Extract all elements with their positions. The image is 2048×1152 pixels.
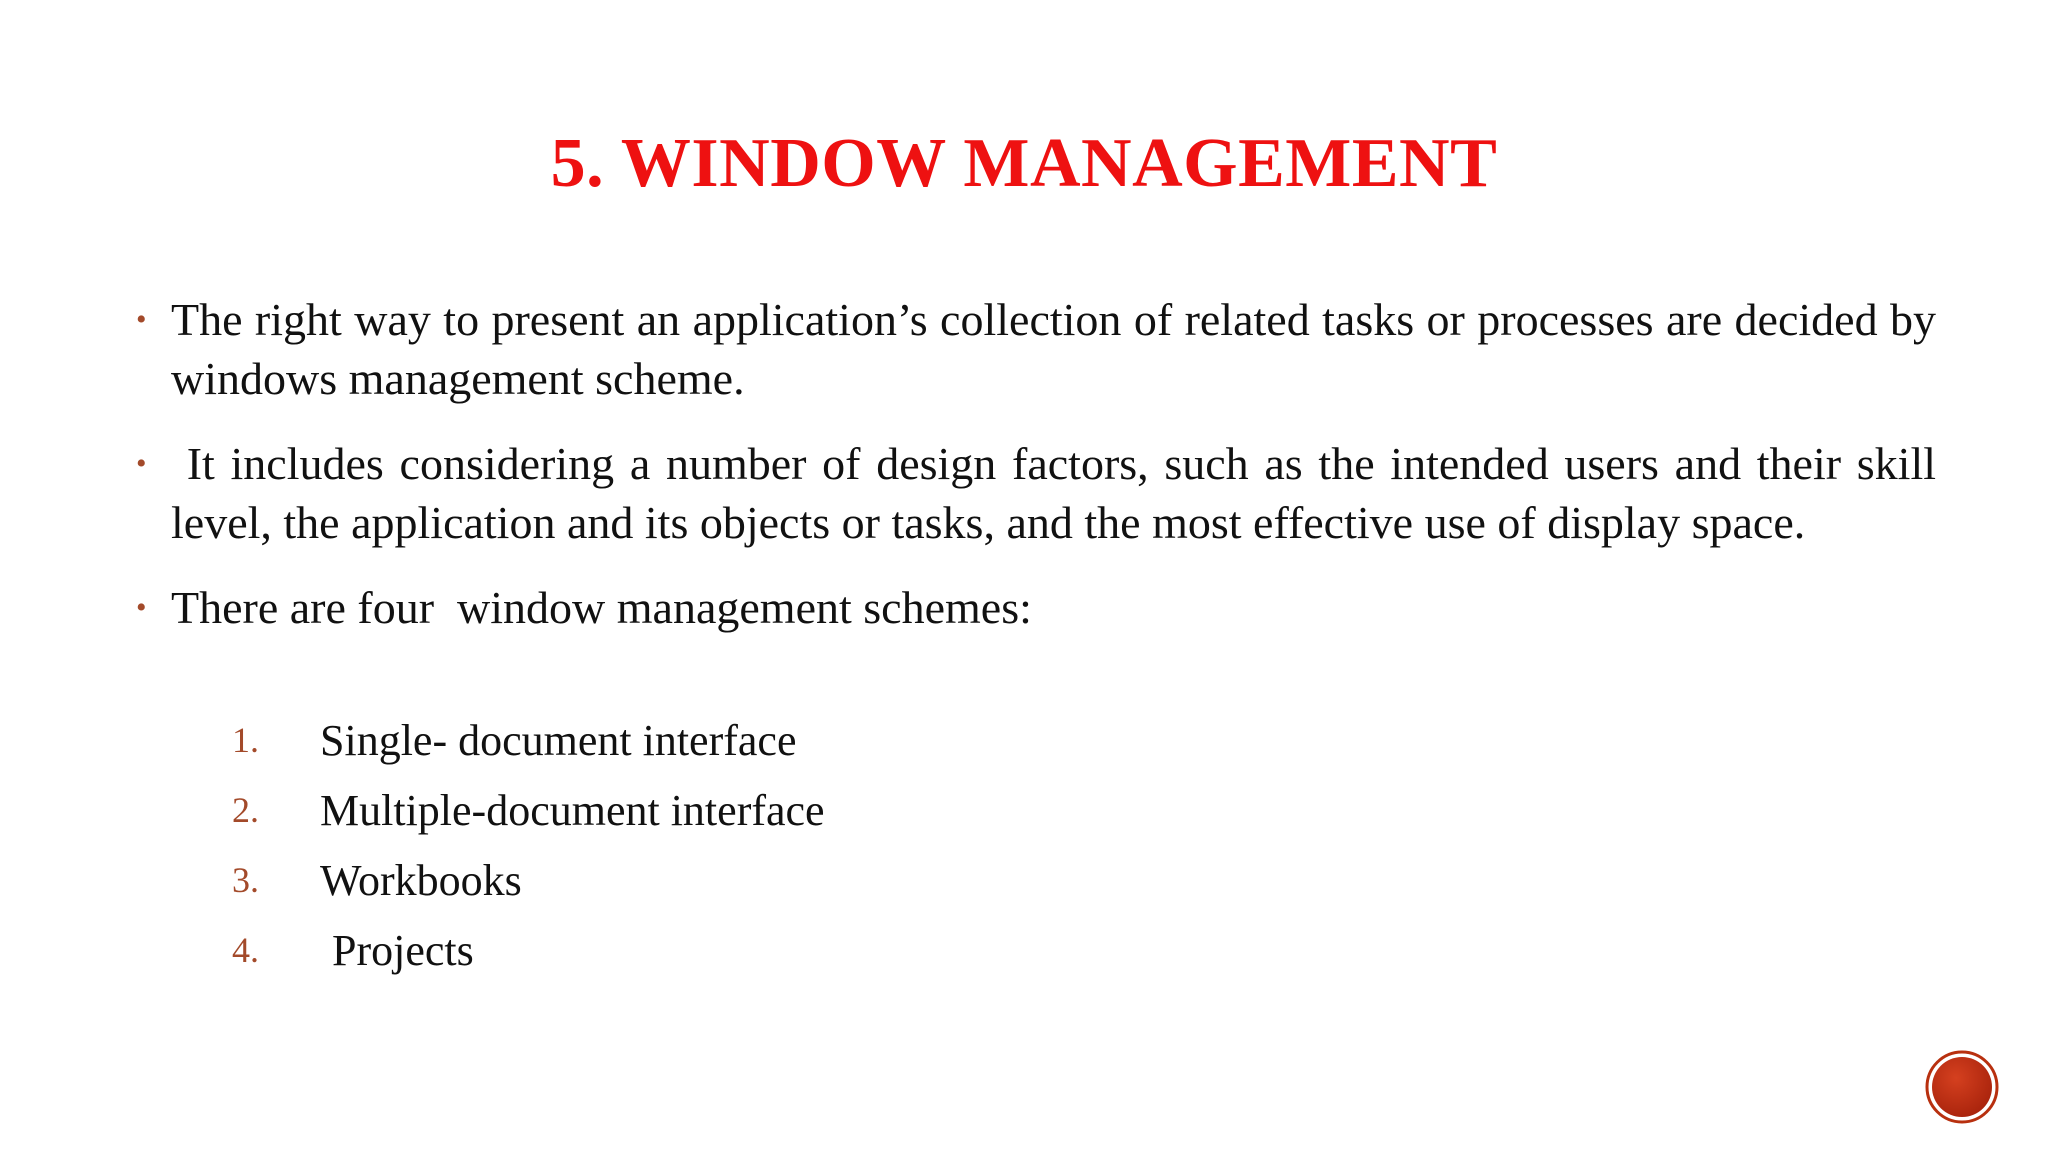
scheme-label: Workbooks [320, 855, 522, 905]
scheme-item [232, 915, 825, 985]
scheme-label: Projects [332, 925, 474, 975]
bullet-text: It includes considering a number of design factors, such as the intended users and their skill level, the application and its objects or tasks, and the most effective use of display space. [171, 438, 1948, 548]
slide-title: 5. WINDOW MANAGEMENT [550, 125, 1498, 202]
bullet-text: There are four window management schemes: [171, 582, 1032, 633]
bullet-item [136, 290, 1936, 408]
bullet-item [136, 578, 1936, 637]
bullet-list [136, 290, 1948, 637]
bullet-marker: • [136, 447, 147, 480]
scheme-number: 1. [232, 720, 259, 760]
scheme-item [232, 705, 825, 775]
bullet-item [136, 434, 1948, 552]
scheme-number: 2. [232, 790, 259, 830]
scheme-list [232, 705, 825, 985]
bullet-text: The right way to present an application’s collection of related tasks or processes are decided by windows management scheme. [171, 294, 1936, 404]
scheme-label: Single- document interface [320, 715, 797, 765]
scheme-number: 4. [232, 930, 259, 970]
scheme-item [232, 775, 825, 845]
bullet-marker: • [136, 591, 147, 624]
scheme-number: 3. [232, 860, 259, 900]
scheme-label: Multiple-document interface [320, 785, 825, 835]
scheme-item [232, 845, 825, 915]
red-circle-badge-icon [1925, 1050, 1999, 1124]
bullet-marker: • [136, 303, 147, 336]
